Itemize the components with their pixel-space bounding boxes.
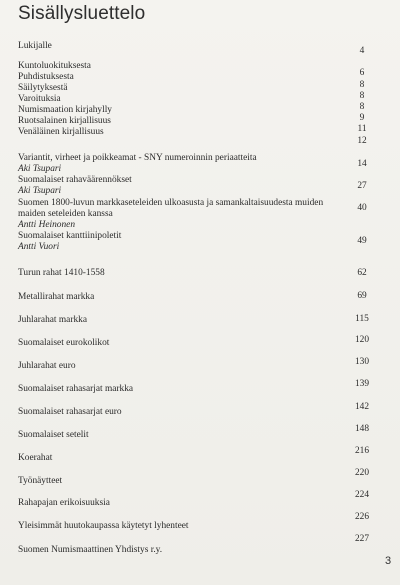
page-number: 148	[354, 424, 370, 434]
toc-entry: Suomalaiset rahasarjat markka	[18, 384, 134, 394]
toc-entry: Suomen 1800-luvun markkaseteleiden ulkoasusta ja samankaltaisuudesta muiden	[18, 198, 324, 208]
page-number: 12	[357, 136, 367, 146]
folio-number: 3	[385, 555, 392, 567]
page-number: 142	[354, 402, 370, 412]
toc-entry: Säilytyksestä	[18, 83, 68, 93]
page-number: 27	[357, 181, 367, 191]
page-number: 69	[357, 291, 367, 301]
toc-entry: Juhlarahat euro	[18, 361, 76, 371]
toc-entry: Turun rahat 1410-1558	[18, 268, 105, 278]
toc-entry: Yleisimmät huutokaupassa käytetyt lyhenteet	[18, 521, 189, 531]
toc-entry: Suomalaiset rahasarjat euro	[18, 407, 122, 417]
toc-entry: Puhdistuksesta	[18, 72, 74, 82]
page-number: 115	[355, 314, 369, 324]
page-number: 40	[357, 203, 367, 213]
page-number: 139	[354, 379, 370, 389]
page-number: 14	[357, 159, 367, 169]
toc-entry: Suomalaiset rahaväärennökset	[18, 175, 132, 185]
toc-entry: Suomen Numismaattinen Yhdistys r.y.	[18, 545, 163, 555]
toc-entry: Koerahat	[18, 453, 53, 463]
toc-entry: Kuntoluokituksesta	[18, 61, 91, 71]
page-number: 6	[359, 68, 365, 78]
toc-entry: Juhlarahat markka	[18, 315, 87, 325]
page-number: 224	[354, 490, 370, 500]
toc-entry: Varoituksia	[18, 94, 61, 104]
toc-entry: Ruotsalainen kirjallisuus	[18, 116, 111, 126]
toc-author: Antti Vuori	[18, 242, 60, 252]
page-number: 49	[357, 236, 367, 246]
page-number: 8	[359, 80, 365, 90]
toc-entry: Rahapajan erikoisuuksia	[18, 498, 110, 508]
page-number: 226	[354, 512, 370, 522]
page-title: Sisällysluettelo	[18, 3, 146, 24]
toc-entry: maiden seteleiden kanssa	[18, 209, 113, 219]
toc-author: Antti Heinonen	[18, 220, 76, 230]
page-number: 8	[359, 102, 365, 112]
toc-entry: Suomalaiset eurokolikot	[18, 338, 110, 348]
page-number: 120	[354, 335, 370, 345]
toc-entry: Lukijalle	[18, 41, 52, 51]
page-number: 9	[359, 113, 365, 123]
toc-entry: Työnäytteet	[18, 476, 63, 486]
toc-author: Aki Tsupari	[18, 186, 62, 196]
toc-entry: Metallirahat markka	[18, 292, 95, 302]
toc-entry: Variantit, virheet ja poikkeamat - SNY numeroinnin periaatteita	[18, 153, 257, 163]
page-number: 4	[359, 46, 365, 56]
toc-entry: Numismaation kirjahylly	[18, 105, 112, 115]
page-number: 216	[354, 446, 370, 456]
toc-entry: Venäläinen kirjallisuus	[18, 127, 104, 137]
page-number: 8	[359, 91, 365, 101]
page-number: 11	[357, 124, 367, 134]
toc-entry: Suomalaiset kanttiinipoletit	[18, 231, 122, 241]
page-number: 130	[354, 357, 370, 367]
page-number: 220	[354, 468, 370, 478]
page-number: 62	[357, 268, 367, 278]
toc-entry: Suomalaiset setelit	[18, 430, 89, 440]
toc-author: Aki Tsupari	[18, 164, 62, 174]
page-number: 227	[354, 534, 370, 544]
